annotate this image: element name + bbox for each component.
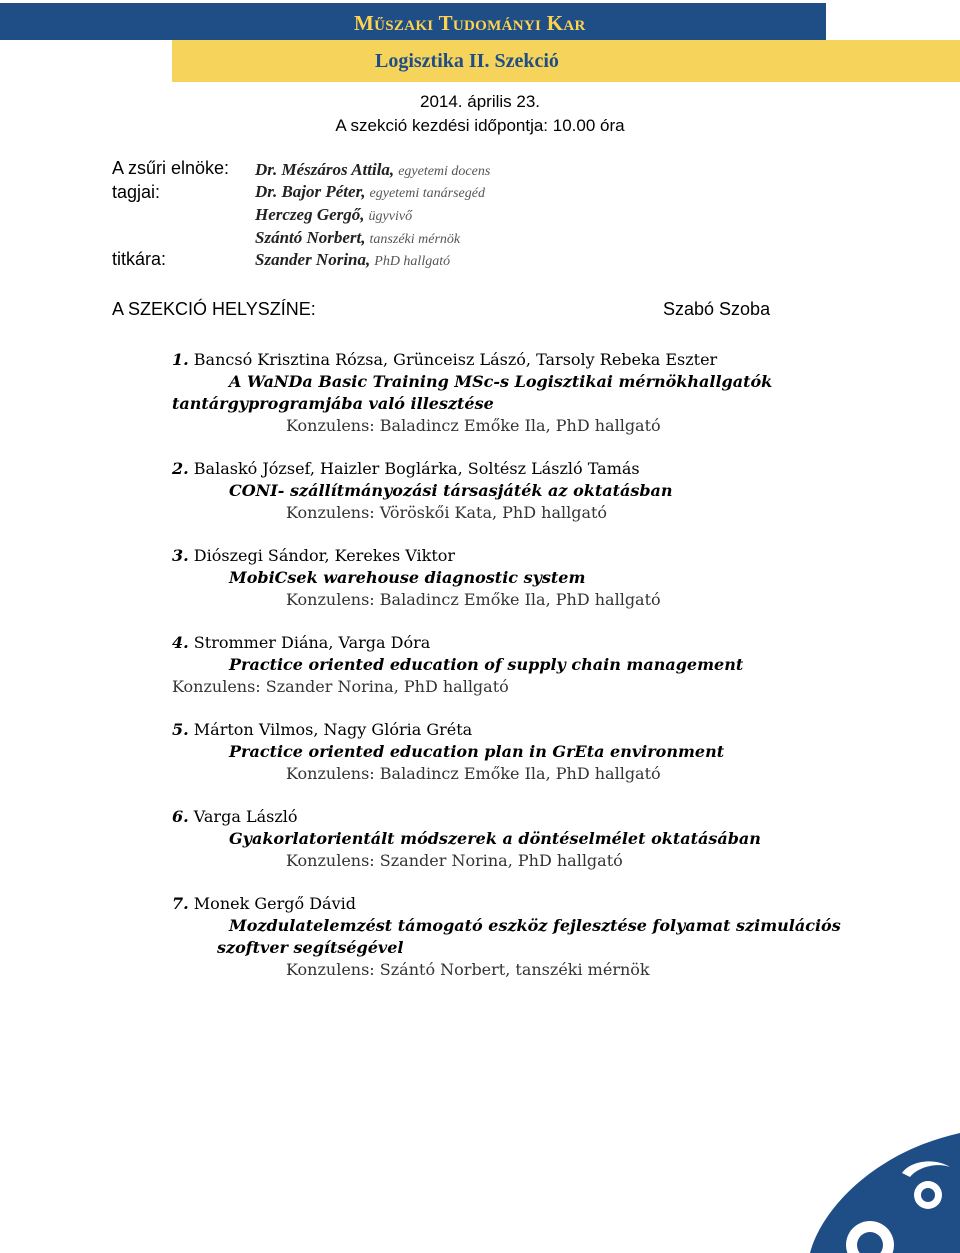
- presentation-title: Gyakorlatorientált módszerek a döntéselmélet oktatásában: [229, 829, 761, 848]
- authors-text: Diószegi Sándor, Kerekes Viktor: [193, 546, 456, 565]
- presentation-authors: [172, 720, 472, 739]
- section-banner: [172, 40, 960, 82]
- presentation-consultant: Konzulens: Szántó Norbert, tanszéki mérnök: [286, 960, 650, 979]
- presentation-consultant: Konzulens: Baladincz Emőke Ila, PhD hallgató: [286, 764, 661, 783]
- jury-member-role: tanszéki mérnök: [369, 232, 461, 247]
- presentation-number: 2.: [172, 459, 189, 478]
- presentation-title: A WaNDa Basic Training MSc-s Logisztikai mérnökhallgatók: [229, 372, 773, 391]
- authors-text: Márton Vilmos, Nagy Glória Gréta: [193, 720, 473, 739]
- jury-member: [255, 205, 412, 225]
- section-title: Logisztika II. Szekció: [375, 50, 559, 72]
- presentation-consultant: Konzulens: Baladincz Emőke Ila, PhD hallgató: [286, 416, 661, 435]
- faculty-banner: [0, 3, 826, 40]
- presentation-authors: [172, 546, 455, 565]
- presentation-consultant: Konzulens: Szander Norina, PhD hallgató: [286, 851, 623, 870]
- authors-text: Monek Gergő Dávid: [193, 894, 356, 913]
- authors-text: Balaskó József, Haizler Boglárka, Soltész László Tamás: [193, 459, 640, 478]
- presentation-title-cont: szoftver segítségével: [217, 938, 404, 957]
- venue-label: A SZEKCIÓ HELYSZÍNE:: [112, 299, 316, 319]
- presentation-number: 6.: [172, 807, 189, 826]
- jury-secretary-role: PhD hallgató: [374, 254, 451, 269]
- event-date: 2014. április 23.: [419, 92, 541, 111]
- presentation-consultant: Konzulens: Szander Norina, PhD hallgató: [172, 677, 509, 696]
- jury-members-label: tagjai:: [112, 182, 161, 202]
- presentation-number: 4.: [172, 633, 189, 652]
- authors-text: Bancsó Krisztina Rózsa, Grünceisz Lászó, Tarsoly Rebeka Eszter: [193, 350, 718, 369]
- presentation-consultant: Konzulens: Vöröskői Kata, PhD hallgató: [286, 503, 608, 522]
- authors-text: Strommer Diána, Varga Dóra: [193, 633, 431, 652]
- presentation-number: 7.: [172, 894, 189, 913]
- jury-member-name: Dr. Bajor Péter,: [255, 182, 366, 201]
- jury-secretary-label: titkára:: [112, 249, 167, 269]
- jury-chair-label: A zsűri elnöke:: [112, 158, 230, 178]
- presentation-consultant: Konzulens: Baladincz Emőke Ila, PhD hallgató: [286, 590, 661, 609]
- presentation-title: Practice oriented education plan in GrEta environment: [229, 742, 725, 761]
- presentation-title: Practice oriented education of supply chain management: [229, 655, 744, 674]
- faculty-title: Műszaki Tudományi Kar: [354, 11, 586, 35]
- presentation-number: 3.: [172, 546, 189, 565]
- presentation-authors: [172, 894, 356, 913]
- start-time: A szekció kezdési időpontja: 10.00 óra: [335, 116, 625, 135]
- presentation-number: 5.: [172, 720, 189, 739]
- jury-member-role: ügyvivő: [368, 209, 413, 224]
- venue-value: Szabó Szoba: [663, 299, 771, 319]
- presentation-authors: [172, 350, 717, 369]
- jury-member-name: Herczeg Gergő,: [255, 205, 365, 224]
- jury-chair: [255, 160, 490, 180]
- jury-secretary: [255, 250, 450, 270]
- jury-member-role: egyetemi tanársegéd: [369, 186, 485, 201]
- jury-chair-name: Dr. Mészáros Attila,: [255, 160, 395, 179]
- jury-member: [255, 228, 460, 248]
- authors-text: Varga László: [193, 807, 298, 826]
- presentation-title: CONI- szállítmányozási társasjáték az oktatásban: [229, 481, 673, 500]
- university-logo-icon: [810, 1133, 960, 1253]
- presentation-title: Mozdulatelemzést támogató eszköz fejlesztése folyamat szimulációs: [229, 916, 841, 935]
- presentation-authors: [172, 807, 298, 826]
- presentation-title: MobiCsek warehouse diagnostic system: [229, 568, 586, 587]
- jury-chair-role: egyetemi docens: [398, 164, 491, 179]
- jury-member: [255, 182, 485, 202]
- jury-secretary-name: Szander Norina,: [255, 250, 371, 269]
- presentation-number: 1.: [172, 350, 189, 369]
- presentation-authors: [172, 633, 430, 652]
- presentation-title-cont: tantárgyprogramjába való illesztése: [172, 394, 494, 413]
- jury-member-name: Szántó Norbert,: [255, 228, 366, 247]
- presentation-authors: [172, 459, 640, 478]
